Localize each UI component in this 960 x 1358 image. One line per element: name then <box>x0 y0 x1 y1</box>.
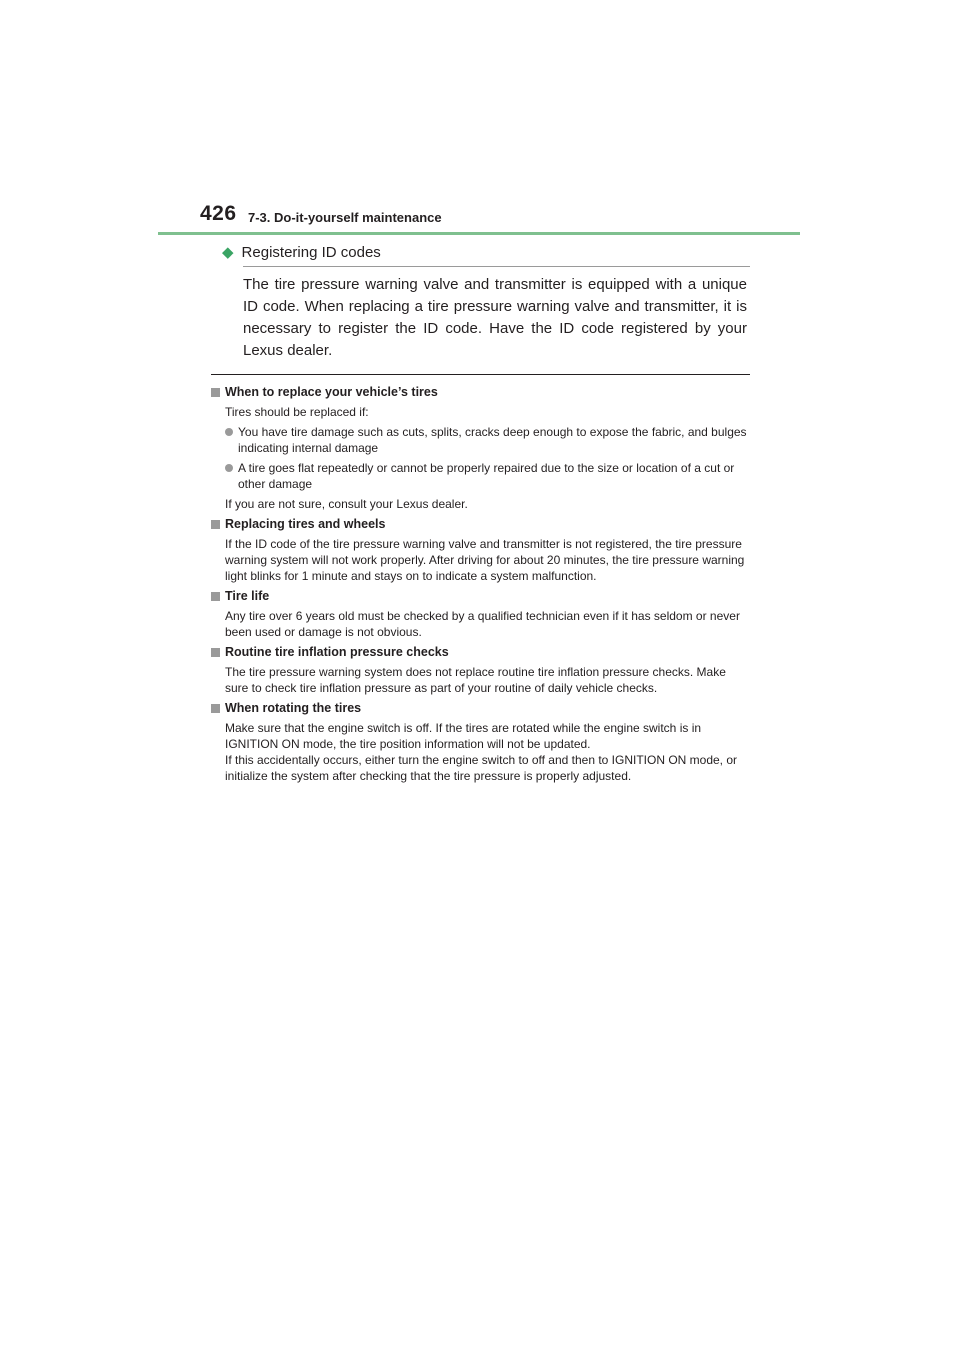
square-bullet-icon <box>211 520 220 529</box>
subsection-body: The tire pressure warning valve and transmitter is equipped with a unique ID code. When replacing a tire pressure warning valve and transmitter, it is necessary to register the ID code. Have the ID code registered by your Lexus dealer. <box>243 276 747 359</box>
note-title: When rotating the tires <box>225 701 362 715</box>
note-body: Make sure that the engine switch is off. If the tires are rotated while the engine switch is in IGNITION ON mode, the tire position information will not be updated. <box>225 721 702 751</box>
list-item <box>225 424 751 456</box>
note-heading <box>211 588 751 604</box>
square-bullet-icon <box>211 592 220 601</box>
note-rotating <box>211 700 751 784</box>
list-item <box>225 460 751 492</box>
note-body: If you are not sure, consult your Lexus dealer. <box>225 497 468 511</box>
note-heading <box>211 644 751 660</box>
note-body: If the ID code of the tire pressure warning valve and transmitter is not registered, the tire pressure warning system will not work properly. After driving for about 20 minutes, the tire pressure warning light blinks for 1 minute and stays on to indicate a system malfunction. <box>225 537 745 583</box>
section-title: 7-3. Do-it-yourself maintenance <box>248 210 442 225</box>
notes-rule <box>211 374 750 375</box>
subsection-heading <box>222 243 381 261</box>
list-item-text: You have tire damage such as cuts, splits, cracks deep enough to expose the fabric, and bulges indicating internal damage <box>238 425 747 455</box>
subsection-rule <box>243 266 750 267</box>
note-body: If this accidentally occurs, either turn the engine switch to off and then to IGNITION ON mode, or initialize the system after checking that the tire pressure is properly adjusted. <box>225 753 738 783</box>
note-heading <box>211 700 751 716</box>
note-heading <box>211 384 751 400</box>
diamond-icon: ◆ <box>222 244 234 261</box>
note-body: Any tire over 6 years old must be checked by a qualified technician even if it has seldom or never been used or damage is not obvious. <box>225 609 740 639</box>
note-heading <box>211 516 751 532</box>
dot-bullet-icon <box>225 464 233 472</box>
subsection-title: Registering ID codes <box>241 243 381 261</box>
note-replace <box>211 384 751 512</box>
note-title: When to replace your vehicle’s tires <box>225 385 438 399</box>
dot-bullet-icon <box>225 428 233 436</box>
square-bullet-icon <box>211 704 220 713</box>
note-inflation <box>211 644 751 696</box>
list-item-text: A tire goes flat repeatedly or cannot be properly repaired due to the size or location of a cut or other damage <box>238 461 735 491</box>
note-body: Tires should be replaced if: <box>225 405 369 419</box>
note-title: Routine tire inflation pressure checks <box>225 645 449 659</box>
note-tire-life <box>211 588 751 640</box>
note-replacing-wheels <box>211 516 751 584</box>
square-bullet-icon <box>211 388 220 397</box>
note-body: The tire pressure warning system does not replace routine tire inflation pressure checks. Make sure to check tire inflation pressure as part of your routine of daily vehicle checks. <box>225 665 726 695</box>
note-title: Replacing tires and wheels <box>225 517 386 531</box>
notes <box>211 384 751 788</box>
square-bullet-icon <box>211 648 220 657</box>
header-rule <box>158 232 800 235</box>
page-number: 426 <box>200 202 237 225</box>
note-title: Tire life <box>225 589 270 603</box>
